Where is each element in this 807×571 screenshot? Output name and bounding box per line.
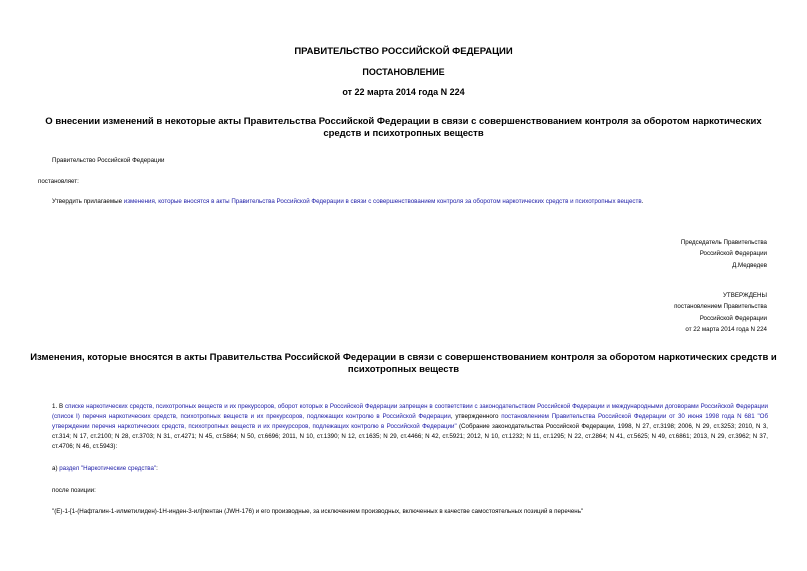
narcotic-section-link[interactable]: раздел "Наркотические средства" xyxy=(59,465,157,472)
approve-prefix: Утвердить прилагаемые xyxy=(52,198,124,205)
approve-paragraph xyxy=(52,197,643,207)
item-1-suffix: (Собрание законодательства Российской Федерации, 1998, N 27, ст.3198; 2006, N 29, ст.3253; 2010, N 3, ст.314; N 17, ст.2100; N 28, ст.3703; N 31, ст.4271; N 45, ст.5864; N 50, ст.6696; 2011, N 10, ст.1390; N 12, ст.1635; N 29, ст.4466; N 42, ст.5921; 2012, N 10, ст.1232; N 11, ст.1295; N 22, ст.2864; N 41, ст.5625; N 49, ст.6861; 2013, N 29, ст.3962; N 37, ст.4706; N 46, ст.5943): xyxy=(52,423,768,450)
preamble-resolves: постановляет: xyxy=(38,178,79,185)
approve-changes-link[interactable]: изменения, которые вносятся в акты Правительства Российской Федерации в связи с совершенствованием контроля за оборотом наркотических средств и психотропных веществ xyxy=(123,198,642,205)
sub-item-a-suffix: : xyxy=(156,465,158,472)
item-1-mid: , утвержденного xyxy=(450,413,502,420)
after-position-label: после позиции: xyxy=(52,487,96,494)
approval-org: Российской Федерации xyxy=(699,314,767,322)
item-1-paragraph xyxy=(52,402,768,452)
document-type-heading: ПОСТАНОВЛЕНИЕ xyxy=(362,67,445,77)
sub-item-a-prefix: а) xyxy=(52,465,60,472)
signature-position: Председатель Правительства xyxy=(680,239,767,246)
approval-by: постановлением Правительства xyxy=(674,303,767,311)
sub-item-a xyxy=(52,464,158,474)
resolution-681-link[interactable]: постановлением Правительства Российской Федерации от 30 июня 1998 года N 681 "Об утверждении перечня наркотических средств, психотропных веществ и их прекурсоров, подлежащих контролю в Российской Федерации" xyxy=(52,413,768,430)
item-1-prefix: 1. В xyxy=(52,403,66,410)
preamble-government: Правительство Российской Федерации xyxy=(52,157,165,164)
document-title: О внесении изменений в некоторые акты Правительства Российской Федерации в связи с совершенствованием контроля за оборотом наркотических средств и психотропных веществ xyxy=(45,116,762,139)
document-date-number: от 22 марта 2014 года N 224 xyxy=(342,87,465,97)
signature-org: Российской Федерации xyxy=(699,250,767,258)
position-text: "(E)-1-[1-(Нафталин-1-илметилиден)-1H-инден-3-ил]пентан (JWH-176) и его производные, за исключением производных, включенных в качестве самостоятельных позиций в перечень" xyxy=(52,508,584,515)
changes-title: Изменения, которые вносятся в акты Правительства Российской Федерации в связи с совершенствованием контроля за оборотом наркотических средств и психотропных веществ xyxy=(30,352,777,375)
approve-suffix: . xyxy=(641,198,644,205)
approval-block xyxy=(674,290,767,335)
signature-name: Д.Медведев xyxy=(732,261,767,269)
approval-stamp: УТВЕРЖДЕНЫ xyxy=(723,292,767,299)
signature-block xyxy=(681,237,767,271)
approval-date: от 22 марта 2014 года N 224 xyxy=(685,325,767,333)
list-i-link[interactable]: списке наркотических средств, психотропных веществ и их прекурсоров, оборот которых в Российской Федерации запрещен в соответствии с законодательством Российской Федерации и международными договорами Российской Федерации (список I) перечня наркотических средств, психотропных веществ и их прекурсоров, подлежащих контролю в Российской Федерации xyxy=(52,403,768,420)
government-heading: ПРАВИТЕЛЬСТВО РОССИЙСКОЙ ФЕДЕРАЦИИ xyxy=(294,46,513,57)
